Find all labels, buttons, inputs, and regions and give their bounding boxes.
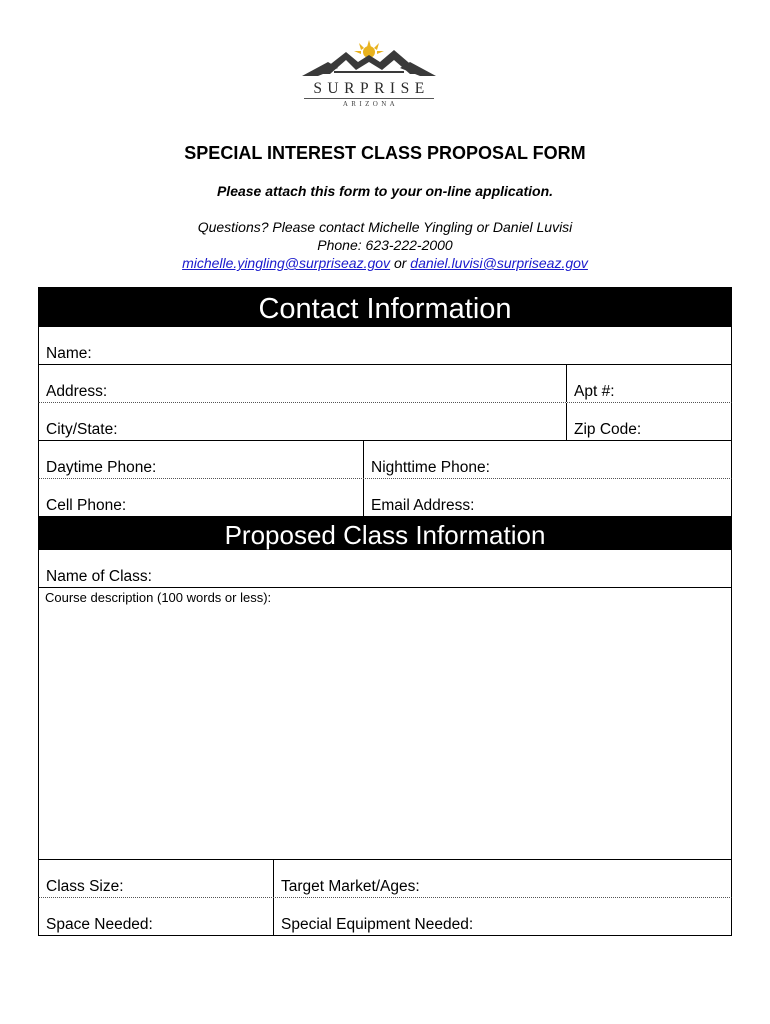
class-size-label: Class Size:	[46, 878, 124, 895]
email-link-daniel[interactable]: daniel.luvisi@surpriseaz.gov	[410, 255, 588, 271]
address-field[interactable]	[39, 365, 566, 402]
special-equipment-label: Special Equipment Needed:	[281, 916, 474, 933]
cell-phone-field[interactable]	[39, 479, 363, 516]
phone-row	[38, 441, 732, 479]
class-name-field[interactable]	[39, 550, 731, 587]
attach-note: Please attach this form to your on-line application.	[216, 183, 554, 199]
course-description-label: Course description (100 words or less):	[45, 590, 272, 605]
class-size-field[interactable]	[39, 860, 273, 897]
email-line	[0, 255, 770, 271]
space-needed-label: Space Needed:	[46, 916, 153, 933]
questions-line: Questions? Please contact Michelle Yingling or Daniel Luvisi	[197, 219, 573, 235]
address-label: Address:	[46, 383, 108, 400]
address-row	[38, 365, 732, 403]
city-row	[38, 403, 732, 441]
logo-subtitle: ARIZONA	[342, 100, 399, 108]
name-field[interactable]	[39, 327, 731, 364]
size-row	[38, 860, 732, 898]
logo-wordmark: SURPRISE	[313, 80, 430, 97]
special-equipment-field[interactable]	[273, 898, 731, 935]
zip-label: Zip Code:	[574, 421, 642, 438]
course-description-field[interactable]	[38, 588, 732, 860]
class-name-label: Name of Class:	[46, 568, 152, 585]
mountain-sun-icon	[298, 38, 440, 80]
nighttime-phone-label: Nighttime Phone:	[371, 459, 490, 476]
cell-row	[38, 479, 732, 516]
phone-line: Phone: 623-222-2000	[317, 237, 453, 253]
email-or-text: or	[390, 255, 411, 271]
email-address-label: Email Address:	[371, 497, 475, 514]
apt-field[interactable]	[566, 365, 731, 402]
cell-phone-label: Cell Phone:	[46, 497, 127, 514]
nighttime-phone-field[interactable]	[363, 441, 731, 478]
name-label: Name:	[46, 345, 92, 362]
email-link-michelle[interactable]: michelle.yingling@surpriseaz.gov	[182, 255, 391, 271]
daytime-phone-field[interactable]	[39, 441, 363, 478]
zip-field[interactable]	[566, 403, 731, 440]
space-needed-field[interactable]	[39, 898, 273, 935]
daytime-phone-label: Daytime Phone:	[46, 459, 157, 476]
form-title: SPECIAL INTEREST CLASS PROPOSAL FORM	[184, 143, 586, 163]
space-row	[38, 898, 732, 936]
target-market-label: Target Market/Ages:	[281, 878, 420, 895]
name-row	[38, 327, 732, 365]
city-state-field[interactable]	[39, 403, 566, 440]
logo-divider	[304, 98, 434, 99]
apt-label: Apt #:	[574, 383, 615, 400]
proposal-form	[38, 287, 732, 936]
target-market-field[interactable]	[273, 860, 731, 897]
surprise-logo	[298, 38, 440, 112]
email-address-field[interactable]	[363, 479, 731, 516]
class-information-heading: Proposed Class Information	[38, 516, 732, 550]
contact-information-heading: Contact Information	[38, 287, 732, 327]
city-state-label: City/State:	[46, 421, 118, 438]
class-name-row	[38, 550, 732, 588]
